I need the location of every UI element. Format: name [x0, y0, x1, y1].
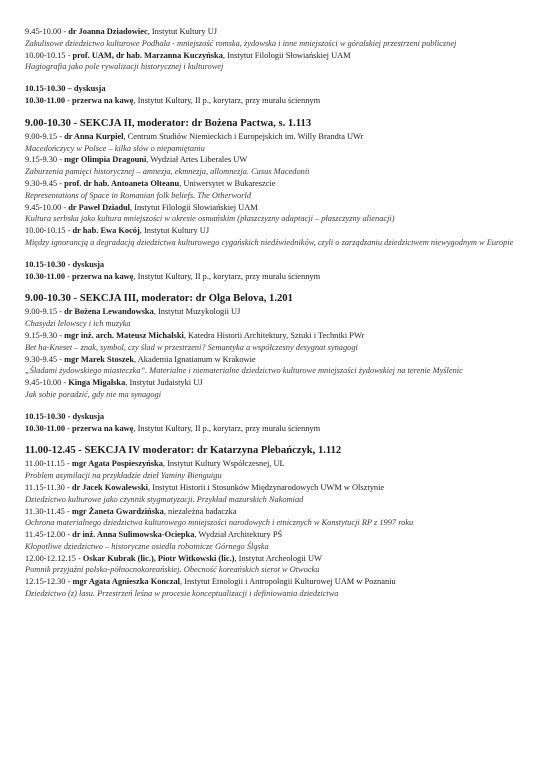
- speaker-name: mgr Olimpia Dragouni: [64, 155, 147, 165]
- talk-title: Bet ha-Kneset – znak, symbol, czy ślad w przestrzeni? Semantyka a współczesny desygnat synagogi: [25, 342, 358, 352]
- affiliation: , Instytut Kultury UJ: [139, 226, 210, 236]
- talk-time: 11.15-11.30 -: [25, 482, 72, 492]
- talk-time: 10.00-10.15 -: [25, 50, 73, 60]
- affiliation: , Instytut Filologii Słowiańskiej UAM: [130, 202, 258, 212]
- speaker-name: dr inż. Anna Sulimowska-Ociepka: [72, 530, 195, 540]
- affiliation: , Akademia Ignatianum w Krakowie: [134, 354, 256, 364]
- break-time: 10.30-11.00: [25, 271, 66, 281]
- talk-entry: [25, 553, 540, 565]
- talk-time: 9.30-9.45 -: [25, 178, 65, 188]
- talk-entry: [25, 202, 540, 214]
- talk-title: Representations of Space in Romanian folk beliefs. The Otherworld: [25, 190, 252, 200]
- spacer: [25, 434, 540, 444]
- speaker-name: dr Jacek Kowalewski: [71, 482, 148, 492]
- affiliation: , Wydział Artes Liberales UW: [146, 155, 248, 165]
- schedule-break: [25, 83, 540, 95]
- talk-time: 9.30-9.45 -: [25, 354, 65, 364]
- schedule-break: [25, 423, 540, 435]
- speaker-name: mgr inż. arch. Mateusz Michalski: [64, 330, 184, 340]
- spacer: [25, 282, 540, 292]
- affiliation: , Katedra Historii Architektury, Sztuki i Techniki PWr: [183, 330, 365, 340]
- speaker-name: mgr Agata Agnieszka Konczal: [72, 577, 181, 587]
- break-label: – dyskusja: [65, 84, 106, 94]
- talk-title: „Śladami żydowskiego miasteczka”. Materialne i niematerialne dziedzictwo kulturowe mniejszości żydowskiej na terenie Myślenic: [25, 366, 463, 376]
- speaker-name: dr Joanna Dziadowiec: [68, 27, 148, 36]
- talk-time: 9.45-10.00 -: [25, 202, 69, 212]
- affiliation: , Instytut Archeologii UW: [234, 553, 322, 563]
- talk-title: Chasydzi lelowscy i ich muzyka: [25, 319, 131, 329]
- talk-time: 11.45-12.00 -: [25, 530, 73, 540]
- talk-time: 12.00-12.12.15 -: [25, 553, 83, 563]
- talk-entry: [25, 131, 540, 143]
- section-heading: 9.00-10.30 - SEKCJA III, moderator: dr Olga Belova, 1.201: [25, 293, 293, 305]
- talk-time: 9.45-10.00 -: [25, 27, 69, 36]
- spacer: [25, 107, 540, 117]
- break-location: , Instytut Kultury, II p., korytarz, przy muralu ściennym: [133, 423, 321, 433]
- section-heading: 9.00-10.30 - SEKCJA II, moderator: dr Bożena Pactwa, s. 1.113: [25, 117, 312, 129]
- talk-entry: [25, 26, 540, 38]
- spacer: [25, 73, 540, 83]
- speaker-name: mgr Marek Stoszek: [64, 354, 135, 364]
- affiliation: , Centrum Studiów Niemieckich i Europejskich im. Willy Brandta UWr: [123, 131, 364, 141]
- talk-title: Macedończycy w Polsce – kilka słów o niepamiętaniu: [25, 143, 205, 153]
- affiliation: , Instytut Historii i Stosunków Międzynarodowych UWM w Olsztynie: [148, 482, 385, 492]
- schedule-break: [25, 259, 540, 271]
- talk-time: 9.00-9.15 -: [25, 307, 65, 317]
- talk-entry: [25, 529, 540, 541]
- break-label: - przerwa na kawę: [65, 423, 134, 433]
- talk-title: Między ignorancją a degradacją dziedzictwa kulturowego cygańskich niedźwiedników, czyli o zarządzaniu dziedzictwem niewygodnym w Europie: [25, 237, 514, 247]
- talk-entry: [25, 354, 540, 366]
- talk-title: Kultura serbska jako kultura mniejszości w okresie osmańskim (płaszczyzny adaptacji – płaszczyzny alienacji): [25, 214, 395, 224]
- talk-time: 9.00-9.15 -: [25, 131, 65, 141]
- talk-entry: [25, 377, 540, 389]
- schedule-break: [25, 95, 540, 107]
- talk-title: Zakulisowe dziedzictwo kulturowe Podhala - mniejszość romska, żydowska i inne mniejszości w góralskiej przestrzeni publicznej: [25, 38, 457, 48]
- section-heading: 11.00-12.45 - SEKCJA IV moderator: dr Katarzyna Plebańczyk, 1.112: [25, 445, 342, 457]
- speaker-name: dr hab. Ewa Kocój: [72, 226, 140, 236]
- talk-entry: [25, 576, 540, 588]
- break-location: , Instytut Kultury, II p., korytarz, przy muralu ściennym: [133, 95, 321, 105]
- speaker-name: dr Paweł Dziadul: [68, 202, 130, 212]
- speaker-name: mgr Agata Pospieszyńska: [71, 459, 163, 469]
- affiliation: , Instytut Kultury UJ: [147, 27, 218, 36]
- speaker-name: dr Bożena Lewandowska: [64, 307, 154, 317]
- break-time: 10.30-11.00: [25, 423, 66, 433]
- talk-entry: [25, 330, 540, 342]
- talk-time: 11.30-11.45 -: [25, 506, 72, 516]
- affiliation: , Instytut Kultury Współczesnej, UL: [162, 459, 285, 469]
- break-time: 10.30-11.00: [25, 95, 66, 105]
- spacer: [25, 249, 540, 259]
- talk-title: Jak sobie poradzić, gdy nie ma synagogi: [25, 389, 162, 399]
- talk-time: 11.00-11.15 -: [25, 459, 72, 469]
- talk-title: Ochrona materialnego dziedzictwa kulturowego mniejszości narodowych i etnicznych w Konstytucji RP z 1997 roku: [25, 518, 414, 528]
- speaker-name: prof. UAM, dr hab. Marzanna Kuczyńska: [72, 50, 223, 60]
- talk-title: Pomnik przyjaźni polsko-północnokoreańskiej. Obecność koreańskich sierot w Otwocku: [25, 565, 320, 575]
- affiliation: , Instytut Etnologii i Antropologii Kulturowej UAM w Poznaniu: [180, 577, 396, 587]
- spacer: [25, 401, 540, 411]
- speaker-name: prof. dr hab. Antoaneta Olteanu: [64, 178, 180, 188]
- speaker-name: Kinga Migalska: [68, 378, 126, 388]
- talk-title: Zaburzenia pamięci historycznej – amnezja, ekmnezja, allomnezja. Casus Macedonii: [25, 167, 310, 177]
- affiliation: , Wydział Architektury PŚ: [194, 530, 283, 540]
- talk-entry: [25, 458, 540, 470]
- speaker-name: mgr Żaneta Gwardzińska: [71, 506, 164, 516]
- break-time: 10.15-10.30: [25, 411, 66, 421]
- affiliation: , Instytut Judaistyki UJ: [125, 378, 203, 388]
- talk-entry: [25, 225, 540, 237]
- talk-entry: [25, 506, 540, 518]
- break-time: 10.15-10.30: [25, 84, 66, 94]
- affiliation: , Instytut Muzykologii UJ: [153, 307, 241, 317]
- talk-entry: [25, 306, 540, 318]
- talk-title: Hagiografia jako pole rywalizacji historycznej i kulturowej: [25, 62, 224, 72]
- affiliation: , Uniwersytet w Bukareszcie: [179, 178, 276, 188]
- talk-entry: [25, 482, 540, 494]
- break-time: 10.15-10.30: [25, 259, 66, 269]
- talk-time: 10.00-10.15 -: [25, 226, 73, 236]
- schedule-break: [25, 411, 540, 423]
- talk-title: Dziedzictwo kulturowe jako czynnik stygmatyzacji. Przykład mazurskich Nakomiad: [25, 494, 304, 504]
- affiliation: , Instytut Filologii Słowiańskiej UAM: [222, 50, 351, 60]
- speaker-name: Oskar Kubrak (lic.), Piotr Witkowski (lic.): [82, 553, 235, 563]
- break-label: - dyskusja: [65, 411, 105, 421]
- break-label: - dyskusja: [65, 259, 105, 269]
- speaker-name: dr Anna Kurpiel: [64, 131, 124, 141]
- talk-time: 9.15-9.30 -: [25, 155, 65, 165]
- break-location: , Instytut Kultury, II p., korytarz, przy muralu ściennym: [133, 271, 321, 281]
- program-document: [25, 26, 540, 600]
- talk-title: Dziedzictwo (z) lasu. Przestrzeń leśna w procesie konceptualizacji i definiowania dziedzictwa: [25, 589, 339, 599]
- break-label: - przerwa na kawę: [65, 95, 134, 105]
- affiliation: , niezależna badaczka: [163, 506, 237, 516]
- break-label: - przerwa na kawę: [65, 271, 134, 281]
- talk-time: 12.15-12.30 -: [25, 577, 73, 587]
- schedule-break: [25, 271, 540, 283]
- talk-entry: [25, 178, 540, 190]
- talk-title: Problem asymilacji na przykładzie dzieł Yaminy Bienguigu: [25, 471, 222, 481]
- talk-title: Kłopotliwe dziedzictwo – historyczne osiedla robotnicze Górnego Śląska: [25, 541, 269, 551]
- talk-time: 9.15-9.30 -: [25, 330, 65, 340]
- talk-entry: [25, 50, 540, 62]
- talk-entry: [25, 154, 540, 166]
- talk-time: 9.45-10.00 -: [25, 378, 69, 388]
